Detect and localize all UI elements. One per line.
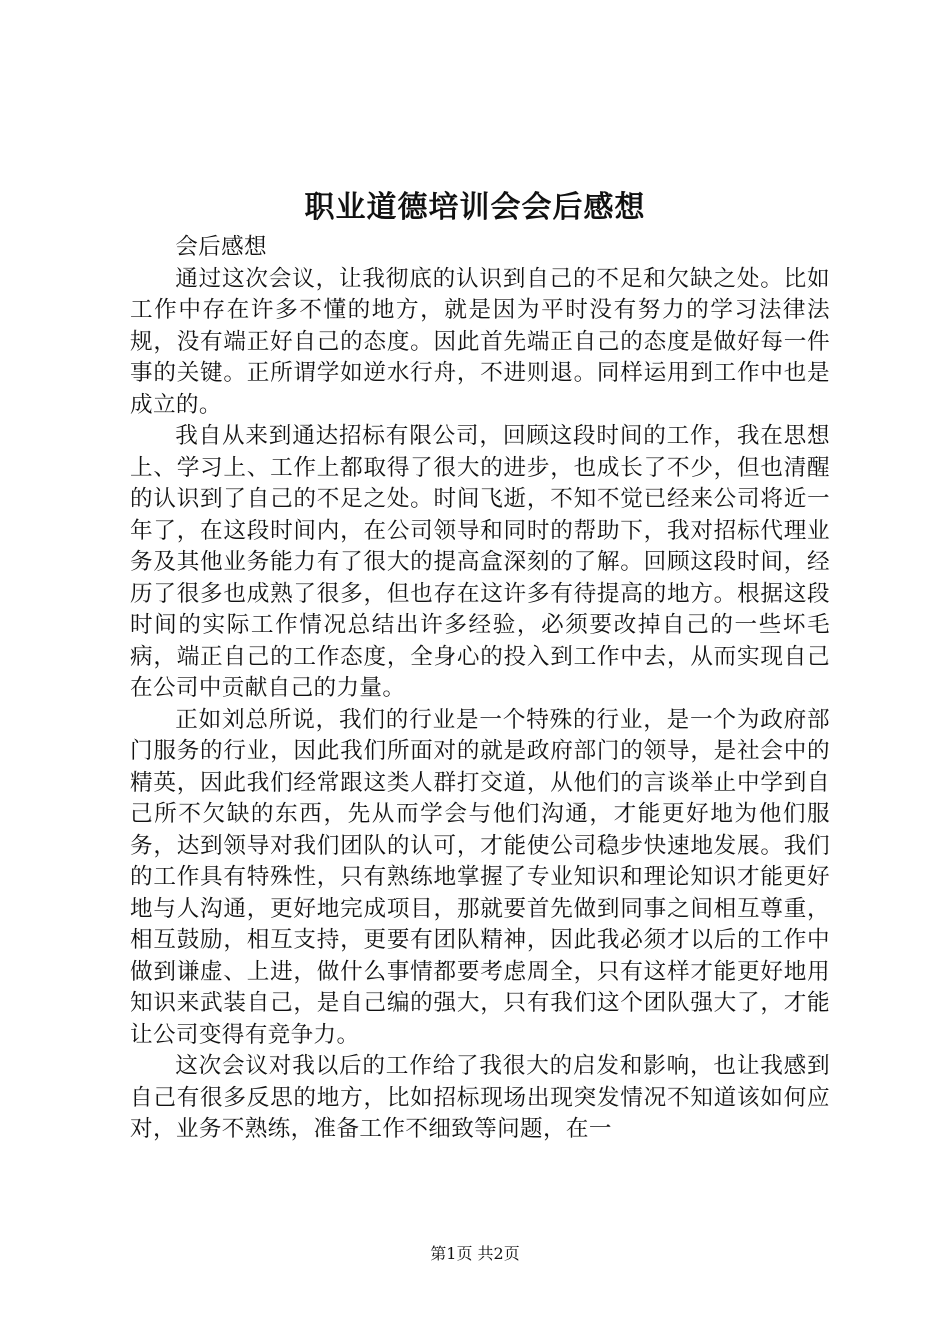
paragraph: 通过这次会议，让我彻底的认识到自己的不足和欠缺之处。比如工作中存在许多不懂的地方，就是因为平时没有努力的学习法律法规，没有端正好自己的态度。因此首先端正自己的态度是做好每一件事的关键。正所谓学如逆水行舟，不进则退。同样运用到工作中也是成立的。 [130, 265, 830, 418]
paragraph: 正如刘总所说，我们的行业是一个特殊的行业，是一个为政府部门服务的行业，因此我们所面对的就是政府部门的领导，是社会中的精英，因此我们经常跟这类人群打交道，从他们的言谈举止中学到自己所不欠缺的东西，先从而学会与他们沟通，才能更好地为他们服务，达到领导对我们团队的认可，才能使公司稳步快速地发展。我们的工作具有特殊性，只有熟练地掌握了专业知识和理论知识才能更好地与人沟通，更好地完成项目，那就要首先做到同事之间相互尊重，相互鼓励，相互支持，更要有团队精神，因此我必须才以后的工作中做到谦虚、上进，做什么事情都要考虑周全，只有这样才能更好地用知识来武装自己，是自己编的强大，只有我们这个团队强大了，才能让公司变得有竞争力。 [130, 706, 830, 1048]
document-body [130, 232, 830, 1146]
document-title: 职业道德培训会会后感想 [304, 190, 646, 225]
paragraph: 这次会议对我以后的工作给了我很大的启发和影响，也让我感到自己有很多反思的地方，比如招标现场出现突发情况不知道该如何应对，业务不熟练，准备工作不细致等问题，在一 [130, 1053, 830, 1142]
paragraph: 我自从来到通达招标有限公司，回顾这段时间的工作，我在思想上、学习上、工作上都取得了很大的进步，也成长了不少，但也清醒的认识到了自己的不足之处。时间飞逝，不知不觉已经来公司将近一年了，在这段时间内，在公司领导和同时的帮助下，我对招标代理业务及其他业务能力有了很大的提高盒深刻的了解。回顾这段时间，经历了很多也成熟了很多，但也存在这许多有待提高的地方。根据这段时间的实际工作情况总结出许多经验，必须要改掉自己的一些坏毛病，端正自己的工作态度，全身心的投入到工作中去，从而实现自己在公司中贡献自己的力量。 [130, 423, 830, 701]
paragraph-heading: 会后感想 [175, 234, 267, 260]
page-number-footer: 第1页 共2页 [430, 1244, 520, 1263]
